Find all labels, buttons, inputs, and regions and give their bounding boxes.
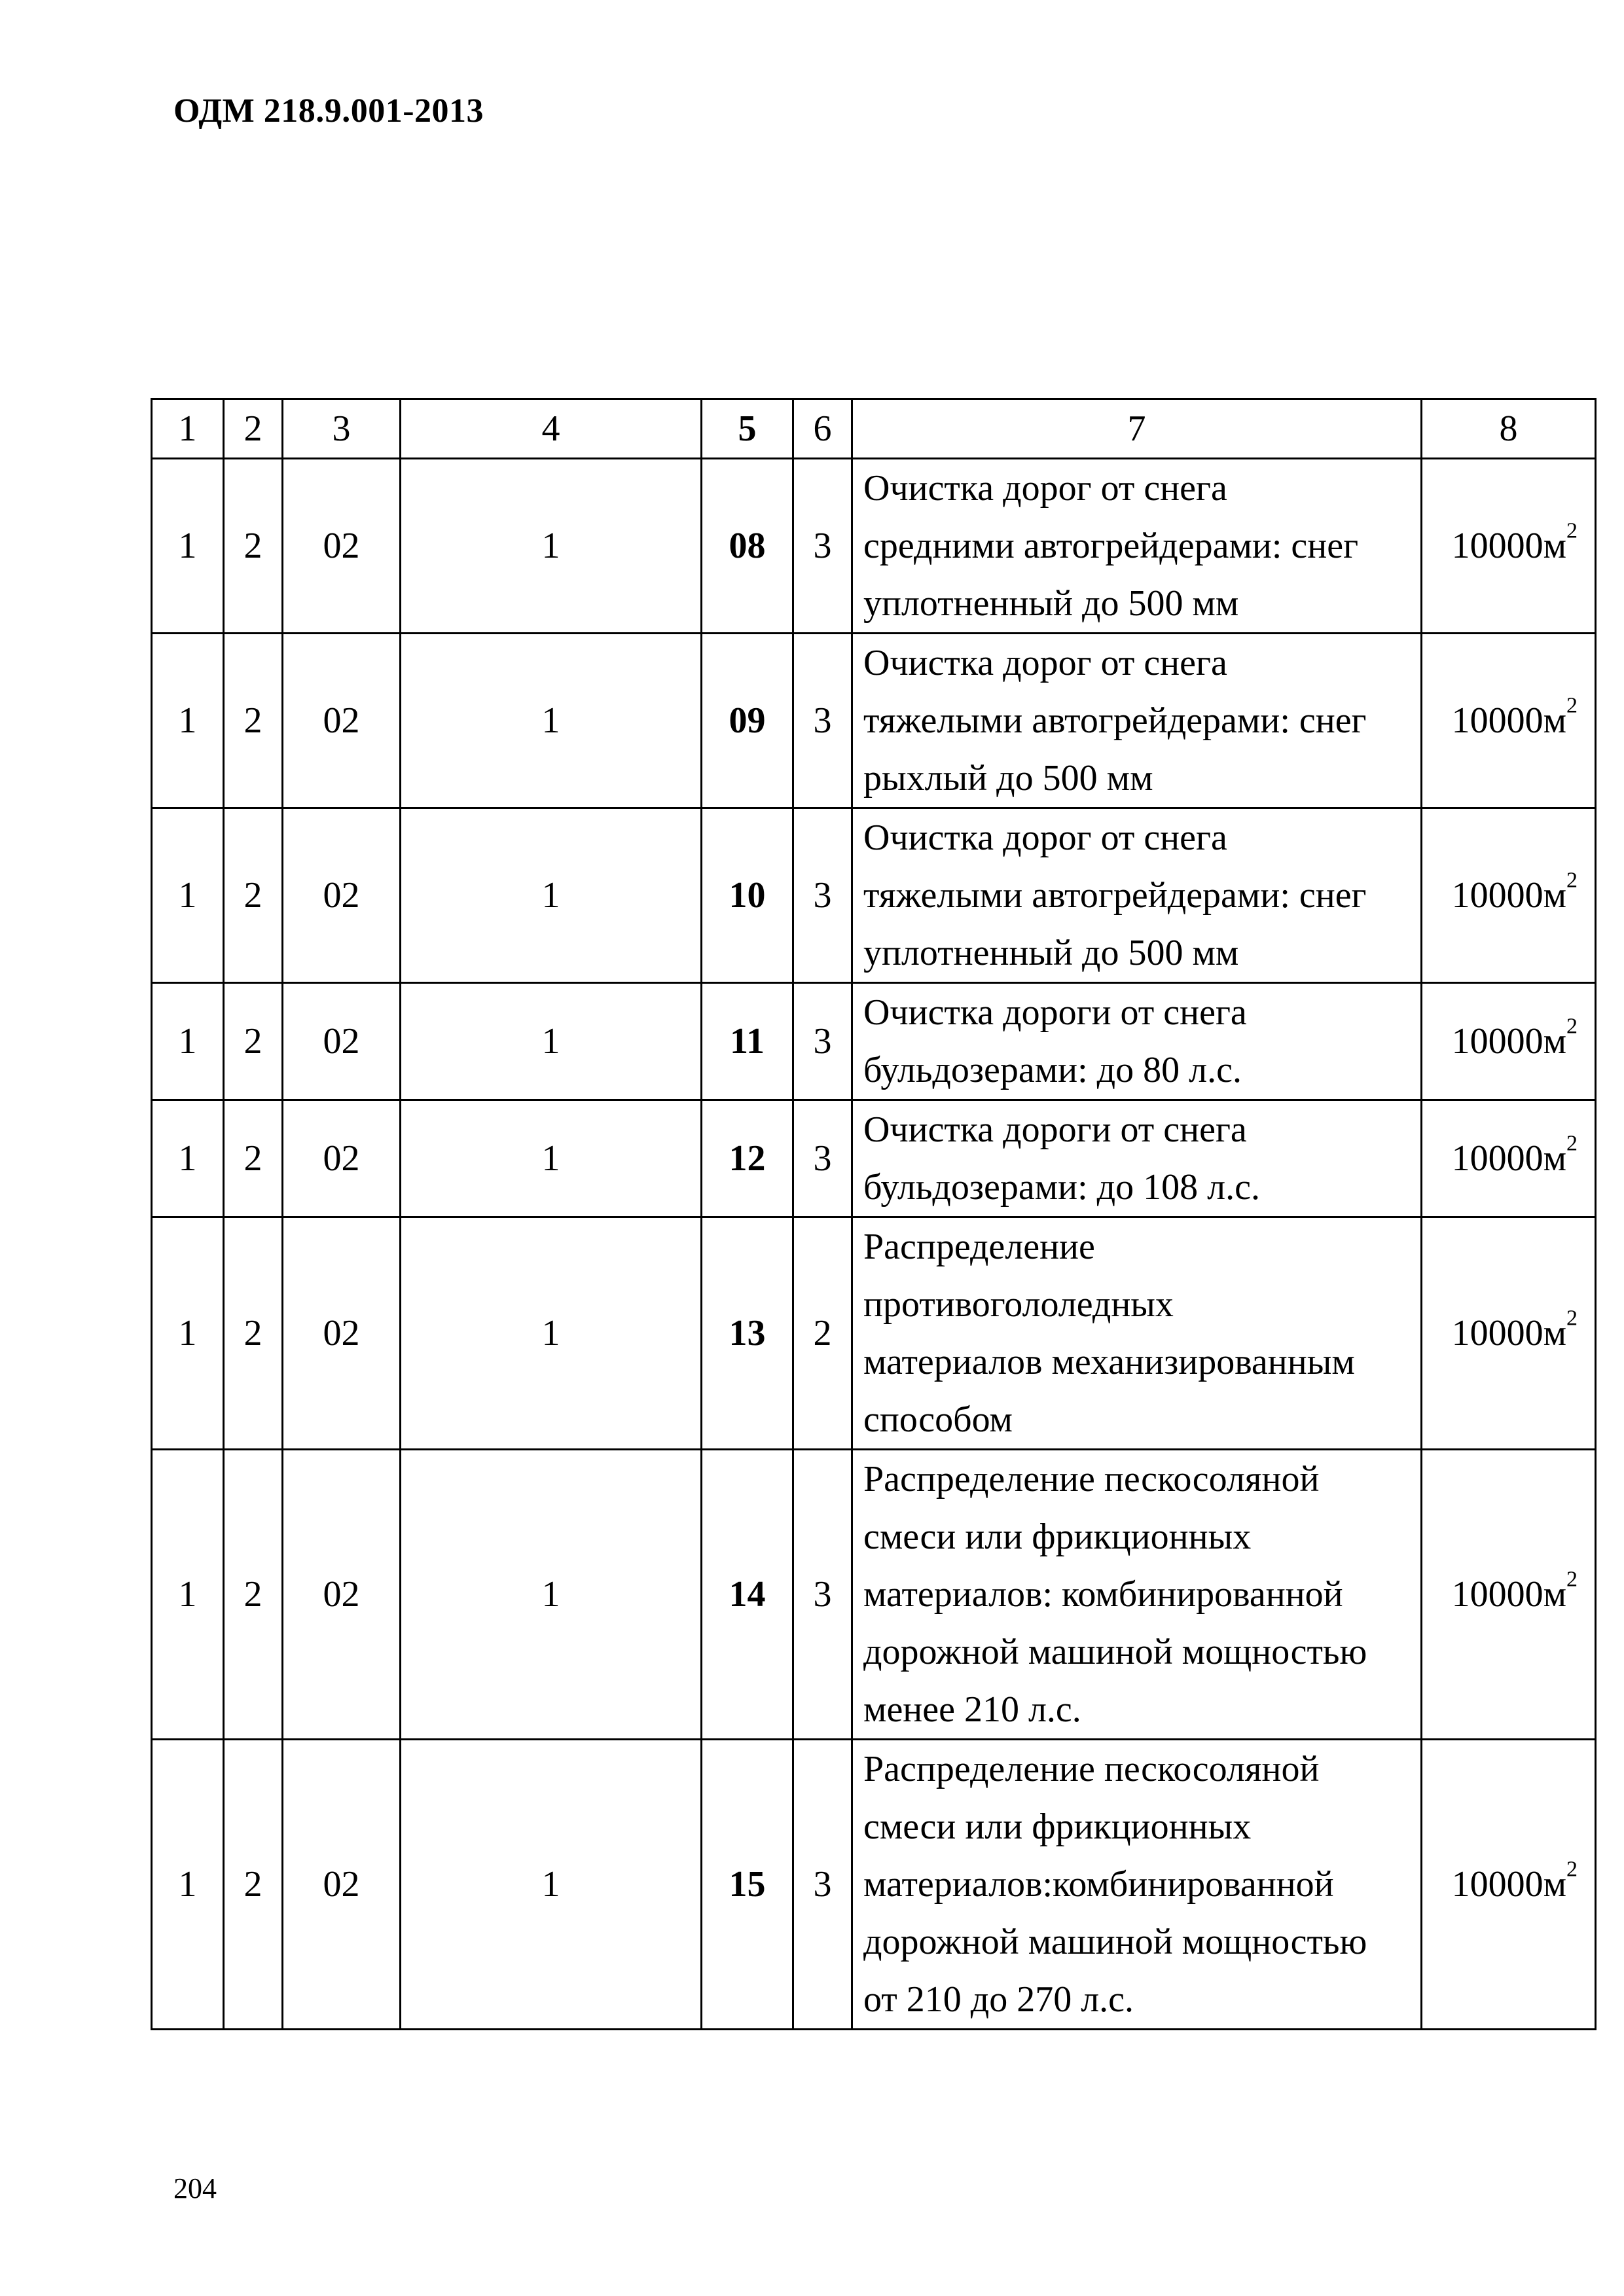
unit-exponent: 2 xyxy=(1566,1014,1578,1039)
table-cell-col1: 1 xyxy=(152,1450,224,1740)
table-cell-col4: 1 xyxy=(401,1100,702,1217)
table-cell-col6: 3 xyxy=(793,808,852,983)
table-cell-col6: 3 xyxy=(793,1100,852,1217)
description-line: бульдозерами: до 108 л.с. xyxy=(863,1167,1260,1208)
table-cell-col4: 1 xyxy=(401,634,702,808)
table-cell-col6: 3 xyxy=(793,1740,852,2030)
column-header: 3 xyxy=(283,399,401,459)
unit-value: 10000м xyxy=(1451,1313,1566,1354)
description-line: рыхлый до 500 мм xyxy=(863,758,1153,798)
table-cell-col5: 08 xyxy=(702,459,793,634)
description-line: материалов:комбинированной xyxy=(863,1864,1334,1905)
column-header: 1 xyxy=(152,399,224,459)
unit-value: 10000м xyxy=(1451,1864,1566,1905)
description-line: тяжелыми автогрейдерами: снег xyxy=(863,875,1367,916)
table-cell-col1: 1 xyxy=(152,1100,224,1217)
table-cell-col4: 1 xyxy=(401,1450,702,1740)
unit-exponent: 2 xyxy=(1566,1857,1578,1882)
description-line: Распределение пескосоляной xyxy=(863,1749,1320,1789)
description-line: противогололедных xyxy=(863,1284,1174,1325)
table-row xyxy=(152,1450,1596,1740)
unit-exponent: 2 xyxy=(1566,518,1578,543)
description-line: средними автогрейдерами: снег xyxy=(863,526,1359,566)
column-header: 6 xyxy=(793,399,852,459)
unit-exponent: 2 xyxy=(1566,693,1578,718)
table-cell-col5: 15 xyxy=(702,1740,793,2030)
work-description-cell xyxy=(852,1100,1422,1217)
table-cell-col1: 1 xyxy=(152,1740,224,2030)
table-cell-col6: 3 xyxy=(793,983,852,1100)
work-description-cell xyxy=(852,1450,1422,1740)
table-cell-col1: 1 xyxy=(152,1217,224,1450)
table-cell-col3: 02 xyxy=(283,1740,401,2030)
table-cell-col4: 1 xyxy=(401,1217,702,1450)
column-header: 7 xyxy=(852,399,1422,459)
unit-value: 10000м xyxy=(1451,700,1566,741)
table-cell-col2: 2 xyxy=(224,1217,283,1450)
unit-cell xyxy=(1422,634,1596,808)
description-line: Распределение пескосоляной xyxy=(863,1459,1320,1499)
table-cell-col5: 10 xyxy=(702,808,793,983)
column-header: 5 xyxy=(702,399,793,459)
table-cell-col2: 2 xyxy=(224,1100,283,1217)
work-description-cell xyxy=(852,1217,1422,1450)
table-cell-col3: 02 xyxy=(283,459,401,634)
description-line: Очистка дорог от снега xyxy=(863,468,1227,509)
table-cell-col6: 3 xyxy=(793,1450,852,1740)
unit-cell xyxy=(1422,808,1596,983)
table-cell-col5: 12 xyxy=(702,1100,793,1217)
unit-cell xyxy=(1422,1450,1596,1740)
description-line: смеси или фрикционных xyxy=(863,1516,1252,1557)
unit-cell xyxy=(1422,1100,1596,1217)
description-line: дорожной машиной мощностью xyxy=(863,1632,1367,1672)
table-cell-col2: 2 xyxy=(224,983,283,1100)
table-cell-col3: 02 xyxy=(283,634,401,808)
table-cell-col2: 2 xyxy=(224,808,283,983)
table-cell-col2: 2 xyxy=(224,1450,283,1740)
table-cell-col5: 09 xyxy=(702,634,793,808)
work-description-cell xyxy=(852,808,1422,983)
table-cell-col4: 1 xyxy=(401,808,702,983)
table-cell-col1: 1 xyxy=(152,983,224,1100)
table-row xyxy=(152,983,1596,1100)
table-row xyxy=(152,634,1596,808)
unit-cell xyxy=(1422,983,1596,1100)
table-cell-col5: 11 xyxy=(702,983,793,1100)
unit-value: 10000м xyxy=(1451,1574,1566,1615)
table-row xyxy=(152,1100,1596,1217)
column-header: 2 xyxy=(224,399,283,459)
description-line: от 210 до 270 л.с. xyxy=(863,1979,1134,2020)
description-line: уплотненный до 500 мм xyxy=(863,583,1239,624)
description-line: Очистка дороги от снега xyxy=(863,992,1247,1033)
table-row xyxy=(152,1217,1596,1450)
description-line: способом xyxy=(863,1399,1013,1440)
description-line: тяжелыми автогрейдерами: снег xyxy=(863,700,1367,741)
unit-cell xyxy=(1422,459,1596,634)
description-line: смеси или фрикционных xyxy=(863,1806,1252,1847)
column-header: 8 xyxy=(1422,399,1596,459)
table-row xyxy=(152,1740,1596,2030)
table-row xyxy=(152,459,1596,634)
table-cell-col4: 1 xyxy=(401,459,702,634)
unit-exponent: 2 xyxy=(1566,1306,1578,1331)
table-cell-col3: 02 xyxy=(283,1450,401,1740)
work-classifier-table xyxy=(151,398,1597,2030)
description-line: Очистка дорог от снега xyxy=(863,817,1227,858)
description-line: материалов: комбинированной xyxy=(863,1574,1343,1615)
table-cell-col2: 2 xyxy=(224,634,283,808)
table-cell-col2: 2 xyxy=(224,1740,283,2030)
description-line: Распределение xyxy=(863,1227,1095,1267)
table-cell-col1: 1 xyxy=(152,808,224,983)
table-cell-col1: 1 xyxy=(152,459,224,634)
table-header-row xyxy=(152,399,1596,459)
description-line: бульдозерами: до 80 л.с. xyxy=(863,1050,1242,1090)
unit-cell xyxy=(1422,1740,1596,2030)
table-cell-col5: 13 xyxy=(702,1217,793,1450)
description-line: уплотненный до 500 мм xyxy=(863,933,1239,973)
work-description-cell xyxy=(852,983,1422,1100)
table-cell-col4: 1 xyxy=(401,1740,702,2030)
unit-exponent: 2 xyxy=(1566,868,1578,893)
column-header: 4 xyxy=(401,399,702,459)
unit-value: 10000м xyxy=(1451,875,1566,916)
unit-value: 10000м xyxy=(1451,526,1566,566)
description-line: Очистка дорог от снега xyxy=(863,643,1227,683)
document-code-header: ОДМ 218.9.001-2013 xyxy=(173,92,484,130)
table-cell-col6: 3 xyxy=(793,459,852,634)
table-cell-col5: 14 xyxy=(702,1450,793,1740)
table-cell-col4: 1 xyxy=(401,983,702,1100)
table-cell-col3: 02 xyxy=(283,1217,401,1450)
table-cell-col3: 02 xyxy=(283,983,401,1100)
description-line: материалов механизированным xyxy=(863,1342,1355,1382)
table-cell-col6: 3 xyxy=(793,634,852,808)
work-description-cell xyxy=(852,459,1422,634)
table-cell-col3: 02 xyxy=(283,1100,401,1217)
table-cell-col6: 2 xyxy=(793,1217,852,1450)
table-cell-col3: 02 xyxy=(283,808,401,983)
table-cell-col1: 1 xyxy=(152,634,224,808)
unit-exponent: 2 xyxy=(1566,1567,1578,1592)
description-line: дорожной машиной мощностью xyxy=(863,1922,1367,1962)
work-description-cell xyxy=(852,634,1422,808)
unit-cell xyxy=(1422,1217,1596,1450)
description-line: Очистка дороги от снега xyxy=(863,1109,1247,1150)
table-row xyxy=(152,808,1596,983)
page-number: 204 xyxy=(173,2172,217,2204)
work-description-cell xyxy=(852,1740,1422,2030)
unit-exponent: 2 xyxy=(1566,1131,1578,1156)
unit-value: 10000м xyxy=(1451,1021,1566,1062)
table-cell-col2: 2 xyxy=(224,459,283,634)
unit-value: 10000м xyxy=(1451,1138,1566,1179)
description-line: менее 210 л.с. xyxy=(863,1689,1081,1730)
